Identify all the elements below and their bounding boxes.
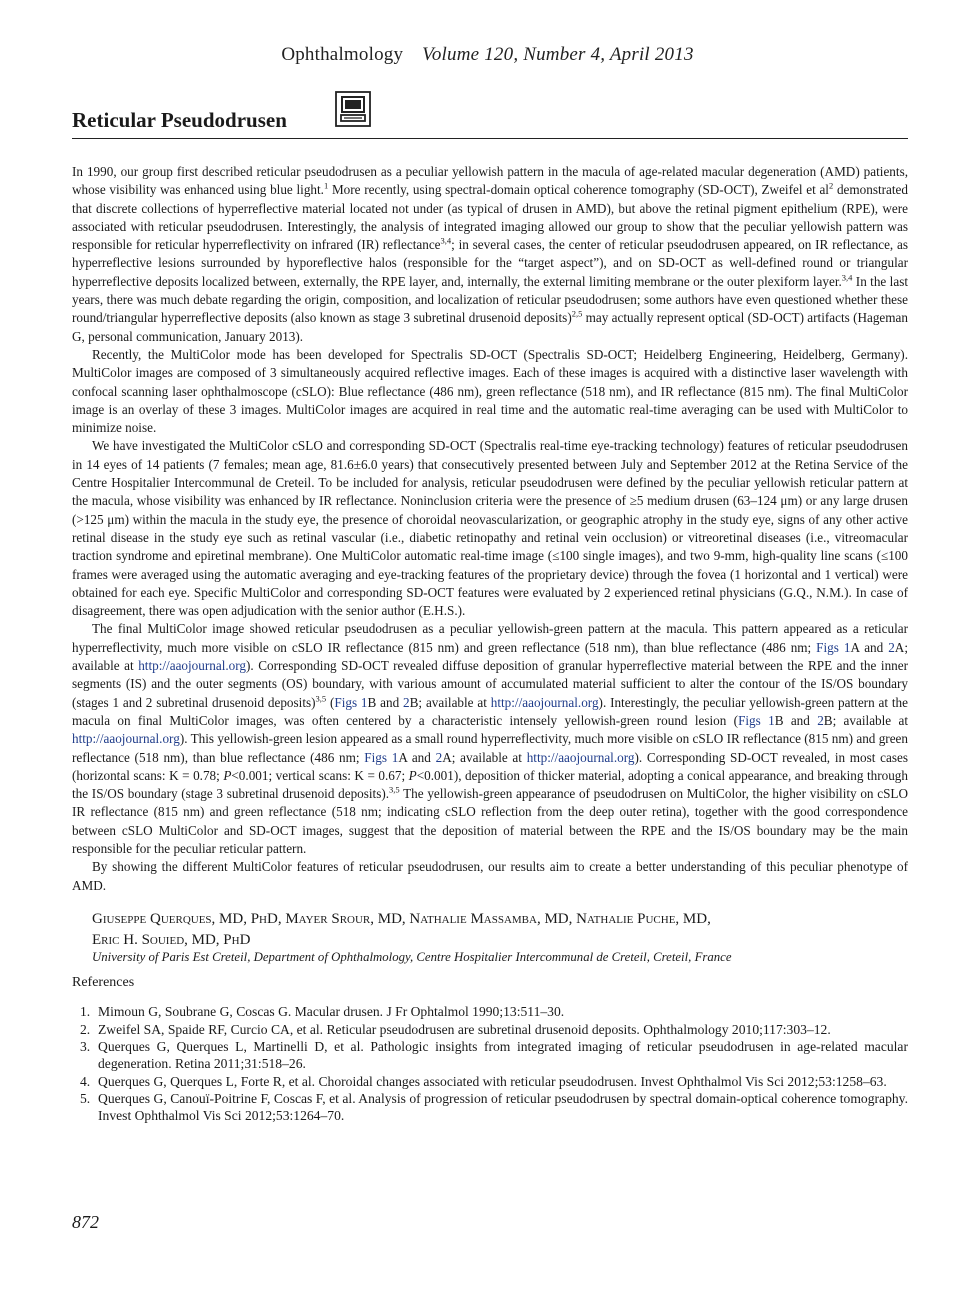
monitor-icon[interactable] [335,91,371,127]
p-value-symbol: P [223,767,232,783]
p-value-symbol: P [408,767,417,783]
text-run: In the last years, there was much debate regarding the origin, composition, and localization of reticular pseudodrusen; some authors have even questioned whether these round/triangular hyperreflective deposits (also known as stage 3 subretinal drusenoid deposits) [72,273,908,326]
text-run: ). Interestingly, the peculiar yellowish-green pattern at the macula on final MultiColor images, was often centered by a characteristic intensely yellowish-green round lesion ( [72,694,908,728]
reference-number: 5. [80,1091,91,1106]
title-row [72,88,908,139]
text-run: ( [326,694,335,710]
author-line-1: Giuseppe Querques, MD, PhD, Mayer Srour, MD, Nathalie Massamba, MD, Nathalie Puche, MD, [92,911,711,927]
reference-item [72,1073,908,1090]
text-run: ). This yellowish-green lesion appeared as a small round hyperreflectivity, much more visible on cSLO IR reflectance (815 nm) and green reflectance (518 nm), than blue reflectance (486 nm; [72,731,908,765]
paragraph-5: By showing the different MultiColor features of reticular pseudodrusen, our results aim to create a better understanding of this peculiar phenotype of AMD. [72,859,908,893]
running-header [0,44,975,66]
figure-link[interactable]: 2 [817,712,824,728]
text-run: A; available at [442,749,527,765]
citation[interactable]: 2 [828,180,834,191]
figure-link[interactable]: Figs 1 [816,639,851,655]
text-run: <0.001; vertical scans: K = 0.67; [231,767,409,783]
text-run: B; available at [823,712,908,728]
text-run: B and [774,712,818,728]
text-run: may actually represent optical (SD-OCT) artifacts (Hageman G, personal communication, January 2013). [72,310,908,344]
text-run: <0.001), deposition of thicker material, adopting a conical appearance, and breaking through the IS/OS boundary (stage 3 subretinal drusenoid deposits). [72,767,908,802]
figure-link[interactable]: 2 [888,639,895,655]
article-title: Reticular Pseudodrusen [72,108,287,132]
text-run: A and [850,639,889,655]
journal-url-link[interactable]: http://aaojournal.org [526,749,635,765]
reference-text: Querques G, Querques L, Martinelli D, et al. Pathologic insights from integrated imaging of reticular pseudodrusen in age-related macular degeneration. Retina 2011;31:518–26. [98,1039,908,1071]
article-body [72,163,908,895]
paragraph-4 [72,620,908,858]
journal-name: Ophthalmology [281,44,404,65]
text-run: ). Corresponding SD-OCT revealed, in most cases (horizontal scans: K = 0.78; [72,749,908,783]
paragraph-2: Recently, the MultiColor mode has been developed for Spectralis SD-OCT (Spectralis SD-OCT; Heidelberg Engineering, Heidelberg, Germany). MultiColor images are composed of 3 simultaneously acquired reflective images. Each of these images is acquired with a distinctive laser wavelength with confocal scanning laser ophthalmoscope (cSLO): Blue reflectance (486 nm), green reflectance (518 nm), and IR reflectance (815 nm). The final MultiColor image is an overlay of these 3 images. MultiColor images are acquired in real time and the automatic real-time averaging can be used with MultiColor to minimize noise. [72,346,908,436]
reference-number: 1. [80,1004,91,1019]
reference-number: 3. [80,1039,91,1054]
figure-link[interactable]: Figs 1 [738,712,775,728]
text-run: ; in several cases, the center of reticular pseudodrusen appeared, on IR reflectance, as hyperreflective lesions surrounded by hyporeflective halos (responsible for the “target aspect”), and on SD-OCT as well-defined round or triangular hyperreflective deposits localized between, externally, the RPE layer, and, internally, the external limiting membrane or the outer plexiform layer. [72,237,908,289]
paragraph-3: We have investigated the MultiColor cSLO and corresponding SD-OCT (Spectralis real-time eye-tracking technology) features of reticular pseudodrusen in 14 eyes of 14 patients (7 females; mean age, 81.6±6.0 years) that consecutively presented between July and September 2012 at the Retina Service of the Centre Hospitalier Intercommunal de Creteil. To be included for analysis, reticular pseudodrusen were defined by the peculiar yellowish reticular pattern at the macula, whose visibility was enhanced by IR reflectance. Noninclusion criteria were the presence of ≥5 medium drusen (63–124 μm) or any large drusen (>125 μm) within the macula in the study eye, the presence of choroidal neovascularization, or geographic atrophy in the study eye, signs of any other active retinal disease in the study eye such as retinal vascular (i.e., diabetic retinopathy and retinal vein occlusion) or vitreoretinal diseases (i.e., vitreomacular traction syndrome and epiretinal membrane). One MultiColor automatic real-time image (≤100 single images), and two 9-mm, high-quality line scans (≤100 frames were averaged using the automatic averaging and eye-tracking features of the proprietary device) through the fovea (1 horizontal and 1 vertical) were obtained for each eye. Specific MultiColor and corresponding SD-OCT features were evaluated by 2 experienced retinal physicians (G.Q., N.M.). In case of disagreement, there was open adjudication with the senior author (E.H.S.). [72,438,908,619]
journal-url-link[interactable]: http://aaojournal.org [72,731,180,747]
reference-item [72,1038,908,1072]
text-run: B; available at [409,694,491,710]
reference-text: Querques G, Querques L, Forte R, et al. Choroidal changes associated with reticular pseudodrusen. Invest Ophthalmol Vis Sci 2012;53:1258–63. [98,1073,887,1089]
reference-item [72,1021,908,1038]
reference-text: Querques G, Canouï-Poitrine F, Coscas F, et al. Analysis of progression of reticular pseudodrusen by spectral domain-optical coherence tomography. Invest Ophthalmol Vis Sci 2012;53:1264–70. [98,1091,908,1123]
citation[interactable]: 2,5 [571,308,583,319]
figure-link[interactable]: 2 [403,694,410,710]
journal-url-link[interactable]: http://aaojournal.org [490,694,599,710]
author-line-2: Eric H. Souied, MD, PhD [92,932,251,948]
citation[interactable]: 3,4 [841,272,853,283]
text-run: In 1990, our group first described reticular pseudodrusen as a peculiar yellowish pattern in the macula of age-related macular degeneration (AMD) patients, whose visibility was enhanced using blue light. [72,164,908,198]
text-run: A; available at [72,639,908,674]
citation[interactable]: 1 [323,180,329,191]
text-run: More recently, using spectral-domain optical coherence tomography (SD-OCT), Zweifel et al [328,182,829,198]
reference-text: Zweifel SA, Spaide RF, Curcio CA, et al. Reticular pseudodrusen are subretinal drusenoid deposits. Ophthalmology 2010;117:303–12. [98,1021,831,1037]
paragraph-1 [72,163,908,346]
reference-list [72,1003,908,1125]
affiliation: University of Paris Est Creteil, Department of Ophthalmology, Centre Hospitalier Intercommunal de Creteil, Creteil, France [92,950,732,964]
journal-url-link[interactable]: http://aaojournal.org [138,658,247,674]
reference-number: 4. [80,1073,91,1089]
figure-link[interactable]: Figs 1 [364,749,399,765]
reference-item [72,1003,908,1020]
text-run: B and [367,694,404,710]
citation[interactable]: 3,5 [389,784,400,795]
references-heading: References [72,975,135,990]
reference-item [72,1090,908,1124]
reference-text: Mimoun G, Soubrane G, Coscas G. Macular drusen. J Fr Ophtalmol 1990;13:511–30. [98,1004,565,1019]
text-run: demonstrated that discrete collections of hyperreflective material located not under (as typical of drusen in AMD), but above the retinal pigment epithelium (RPE), were associated with reticular pseudodrusen. Interestingly, the analysis of integrated imaging allowed our group to show that the peculiar yellowish pattern was responsible for reticular hyperreflectivity on infrared (IR) reflectance [72,182,908,253]
citation[interactable]: 3,4 [440,235,452,246]
figure-link[interactable]: Figs 1 [334,694,368,710]
page-number: 872 [72,1212,99,1232]
text-run: A and [398,749,436,765]
citation[interactable]: 3,5 [315,693,327,704]
reference-number: 2. [80,1021,91,1037]
figure-link[interactable]: 2 [435,749,443,765]
author-list [92,909,908,951]
text-run: The final MultiColor image showed reticular pseudodrusen as a peculiar yellowish-green pattern at the macula. This pattern appeared as a reticular hyperreflectivity, much more visible on cSLO IR reflectance (815 nm) and green reflectance (518 nm), than blue reflectance (486 nm; [72,621,908,655]
text-run: The yellowish-green appearance of pseudodrusen on MultiColor, the higher visibility on cSLO IR reflectance (815 nm) and green reflectance (518 nm; indicating cSLO reflection from the deep outer retina), together with the good correspondence between cSLO MultiColor and SD-OCT images, suggest that the deposition of material between the RPE and the IS/OS boundary may be the main responsible for the peculiar reticular pattern. [72,786,908,856]
volume-issue: Volume 120, Number 4, April 2013 [422,44,694,65]
text-run: ). Corresponding SD-OCT revealed diffuse deposition of granular hyperreflective material between the RPE and the inner segments (IS) and the outer segments (OS) boundary, with various amount of accumulated material sufficient to alter the contour of the IS/OS boundary (stages 1 and 2 subretinal drusenoid deposits) [72,658,908,710]
